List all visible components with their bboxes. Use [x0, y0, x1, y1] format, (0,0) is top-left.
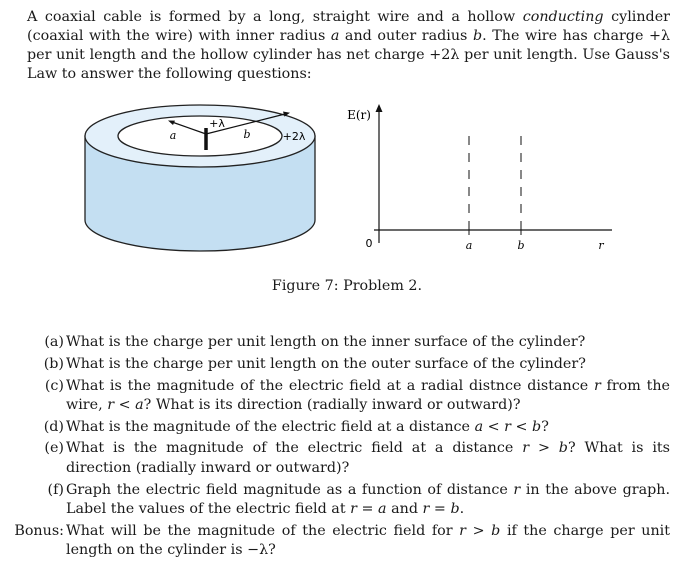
question-text: What is the magnitude of the electric field at a distance a < r < b? — [66, 418, 549, 435]
question-item — [0, 377, 694, 416]
question-text: What will be the magnitude of the electric field for r > b if the charge per unit length on the cylinder is −λ? — [66, 522, 670, 558]
figure-caption: Figure 7: Problem 2. — [271, 278, 423, 294]
wire-charge-label: +λ — [209, 117, 225, 130]
question-text: What is the charge per unit length on the outer surface of the cylinder? — [66, 355, 586, 372]
question-label: (b) — [43, 355, 64, 372]
question-label: (f) — [47, 481, 64, 498]
figure-7 — [80, 100, 620, 270]
question-item — [0, 418, 694, 437]
problem-intro: A coaxial cable is formed by a long, straight wire and a hollow conducting cylinder (coaxial with the wire) with inner radius a and outer radius b. The wire has charge +λ per unit length and the hollow cylinder has net charge +2λ per unit length. Use Gauss's Law to answer the following questions: — [27, 9, 671, 82]
y-axis-label: E(r) — [347, 108, 371, 122]
question-text: What is the magnitude of the electric field at a radial distnce distance r from the wire, r < a? What is its direction (radially inward or outward)? — [66, 377, 670, 413]
question-label: (e) — [44, 440, 64, 457]
question-item — [0, 333, 694, 352]
question-text: What is the magnitude of the electric field at a distance r > b? What is its direction (radially inward or outward)? — [66, 440, 671, 476]
cylinder-radius-b-label: b — [243, 128, 251, 141]
question-label: Bonus: — [14, 522, 64, 539]
question-label: (c) — [44, 377, 64, 394]
question-text: What is the charge per unit length on the inner surface of the cylinder? — [66, 334, 586, 350]
origin-label: 0 — [365, 237, 373, 250]
coaxial-cylinder-illustration — [85, 105, 315, 251]
question-item — [0, 522, 694, 561]
question-label: (d) — [43, 418, 64, 435]
electric-field-graph — [347, 104, 612, 252]
question-item — [0, 481, 694, 520]
x-tick-a-label: a — [465, 239, 473, 252]
cylinder-radius-a-label: a — [169, 129, 177, 142]
cylinder-charge-label: +2λ — [282, 130, 306, 143]
question-item — [0, 355, 694, 374]
x-tick-b-label: b — [517, 239, 525, 252]
question-item — [0, 439, 694, 478]
question-label: (a) — [44, 334, 64, 350]
x-axis-label: r — [598, 239, 604, 252]
question-list — [0, 333, 694, 563]
question-text: Graph the electric field magnitude as a function of distance r in the above graph. Label the values of the electric field at r = a and r = b. — [66, 481, 670, 517]
